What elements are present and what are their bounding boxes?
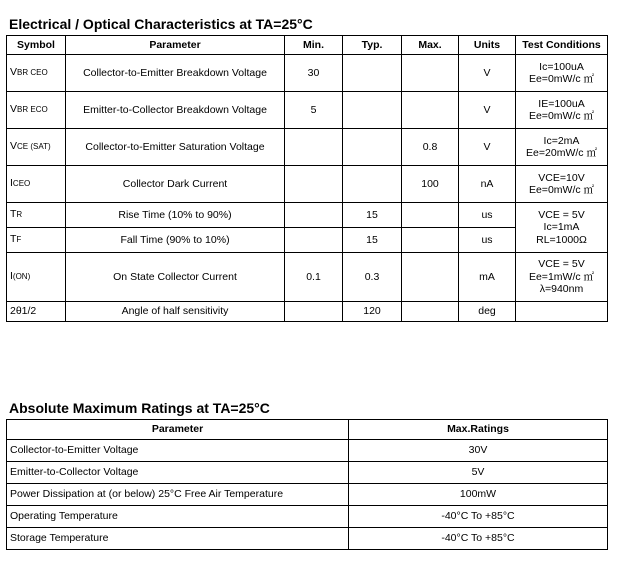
parameter-cell: On State Collector Current xyxy=(66,253,285,302)
test-condition-cell: Ic=100uA Ee=0mW/c ㎡ xyxy=(516,55,608,92)
min-cell xyxy=(285,166,343,203)
header-parameter: Parameter xyxy=(66,36,285,55)
table-row xyxy=(7,253,608,302)
symbol-cell: VBR CEO xyxy=(7,55,66,92)
typ-cell: 0.3 xyxy=(343,253,402,302)
table-header-row xyxy=(7,420,608,440)
rating-cell: -40°C To +85°C xyxy=(349,506,608,528)
typ-cell: 120 xyxy=(343,302,402,322)
table-row xyxy=(7,302,608,322)
test-condition-cell xyxy=(516,302,608,322)
min-cell xyxy=(285,203,343,228)
header-max: Max. xyxy=(402,36,459,55)
max-cell xyxy=(402,203,459,228)
units-cell: us xyxy=(459,203,516,228)
table-row xyxy=(7,440,608,462)
typ-cell: 15 xyxy=(343,228,402,253)
min-cell xyxy=(285,129,343,166)
max-cell xyxy=(402,92,459,129)
max-cell xyxy=(402,228,459,253)
typ-cell xyxy=(343,166,402,203)
test-condition-cell: IE=100uA Ee=0mW/c ㎡ xyxy=(516,92,608,129)
units-cell: mA xyxy=(459,253,516,302)
min-cell: 5 xyxy=(285,92,343,129)
parameter-cell: Collector-to-Emitter Saturation Voltage xyxy=(66,129,285,166)
parameter-cell: Power Dissipation at (or below) 25°C Free Air Temperature xyxy=(7,484,349,506)
rating-cell: 5V xyxy=(349,462,608,484)
test-condition-cell: VCE=10V Ee=0mW/c ㎡ xyxy=(516,166,608,203)
header-symbol: Symbol xyxy=(7,36,66,55)
table-row xyxy=(7,166,608,203)
units-cell: nA xyxy=(459,166,516,203)
symbol-cell: 2θ1/2 xyxy=(7,302,66,322)
test-condition-cell: Ic=2mA Ee=20mW/c ㎡ xyxy=(516,129,608,166)
max-cell xyxy=(402,55,459,92)
table-row xyxy=(7,203,608,228)
header-units: Units xyxy=(459,36,516,55)
electrical-characteristics-table xyxy=(6,35,608,322)
header-test-conditions: Test Conditions xyxy=(516,36,608,55)
rating-cell: 100mW xyxy=(349,484,608,506)
table-row xyxy=(7,462,608,484)
table-row xyxy=(7,506,608,528)
units-cell: V xyxy=(459,129,516,166)
typ-cell: 15 xyxy=(343,203,402,228)
absolute-max-ratings-table xyxy=(6,419,608,550)
symbol-cell: TF xyxy=(7,228,66,253)
table-row xyxy=(7,129,608,166)
header-max-ratings: Max.Ratings xyxy=(349,420,608,440)
parameter-cell: Operating Temperature xyxy=(7,506,349,528)
rating-cell: -40°C To +85°C xyxy=(349,528,608,550)
min-cell: 30 xyxy=(285,55,343,92)
parameter-cell: Collector-to-Emitter Breakdown Voltage xyxy=(66,55,285,92)
typ-cell xyxy=(343,92,402,129)
units-cell: us xyxy=(459,228,516,253)
rating-cell: 30V xyxy=(349,440,608,462)
parameter-cell: Angle of half sensitivity xyxy=(66,302,285,322)
parameter-cell: Collector-to-Emitter Voltage xyxy=(7,440,349,462)
symbol-cell: VBR ECO xyxy=(7,92,66,129)
test-condition-cell: VCE = 5V Ic=1mA RL=1000Ω xyxy=(516,203,608,253)
header-min: Min. xyxy=(285,36,343,55)
parameter-cell: Storage Temperature xyxy=(7,528,349,550)
table-row xyxy=(7,484,608,506)
min-cell xyxy=(285,302,343,322)
max-cell: 100 xyxy=(402,166,459,203)
parameter-cell: Emitter-to-Collector Voltage xyxy=(7,462,349,484)
table-row xyxy=(7,528,608,550)
header-typ: Typ. xyxy=(343,36,402,55)
max-cell: 0.8 xyxy=(402,129,459,166)
parameter-cell: Fall Time (90% to 10%) xyxy=(66,228,285,253)
units-cell: V xyxy=(459,55,516,92)
section-title-electrical: Electrical / Optical Characteristics at TA=25°C xyxy=(9,16,313,32)
units-cell: V xyxy=(459,92,516,129)
section-title-absolute-max: Absolute Maximum Ratings at TA=25°C xyxy=(9,400,270,416)
table-header-row xyxy=(7,36,608,55)
typ-cell xyxy=(343,129,402,166)
symbol-cell: TR xyxy=(7,203,66,228)
max-cell xyxy=(402,302,459,322)
symbol-cell: I(ON) xyxy=(7,253,66,302)
max-cell xyxy=(402,253,459,302)
min-cell: 0.1 xyxy=(285,253,343,302)
symbol-cell: VCE (SAT) xyxy=(7,129,66,166)
min-cell xyxy=(285,228,343,253)
units-cell: deg xyxy=(459,302,516,322)
parameter-cell: Collector Dark Current xyxy=(66,166,285,203)
parameter-cell: Rise Time (10% to 90%) xyxy=(66,203,285,228)
parameter-cell: Emitter-to-Collector Breakdown Voltage xyxy=(66,92,285,129)
table-row xyxy=(7,92,608,129)
header-parameter: Parameter xyxy=(7,420,349,440)
test-condition-cell: VCE = 5V Ee=1mW/c ㎡ λ=940nm xyxy=(516,253,608,302)
symbol-cell: ICEO xyxy=(7,166,66,203)
typ-cell xyxy=(343,55,402,92)
table-row xyxy=(7,55,608,92)
